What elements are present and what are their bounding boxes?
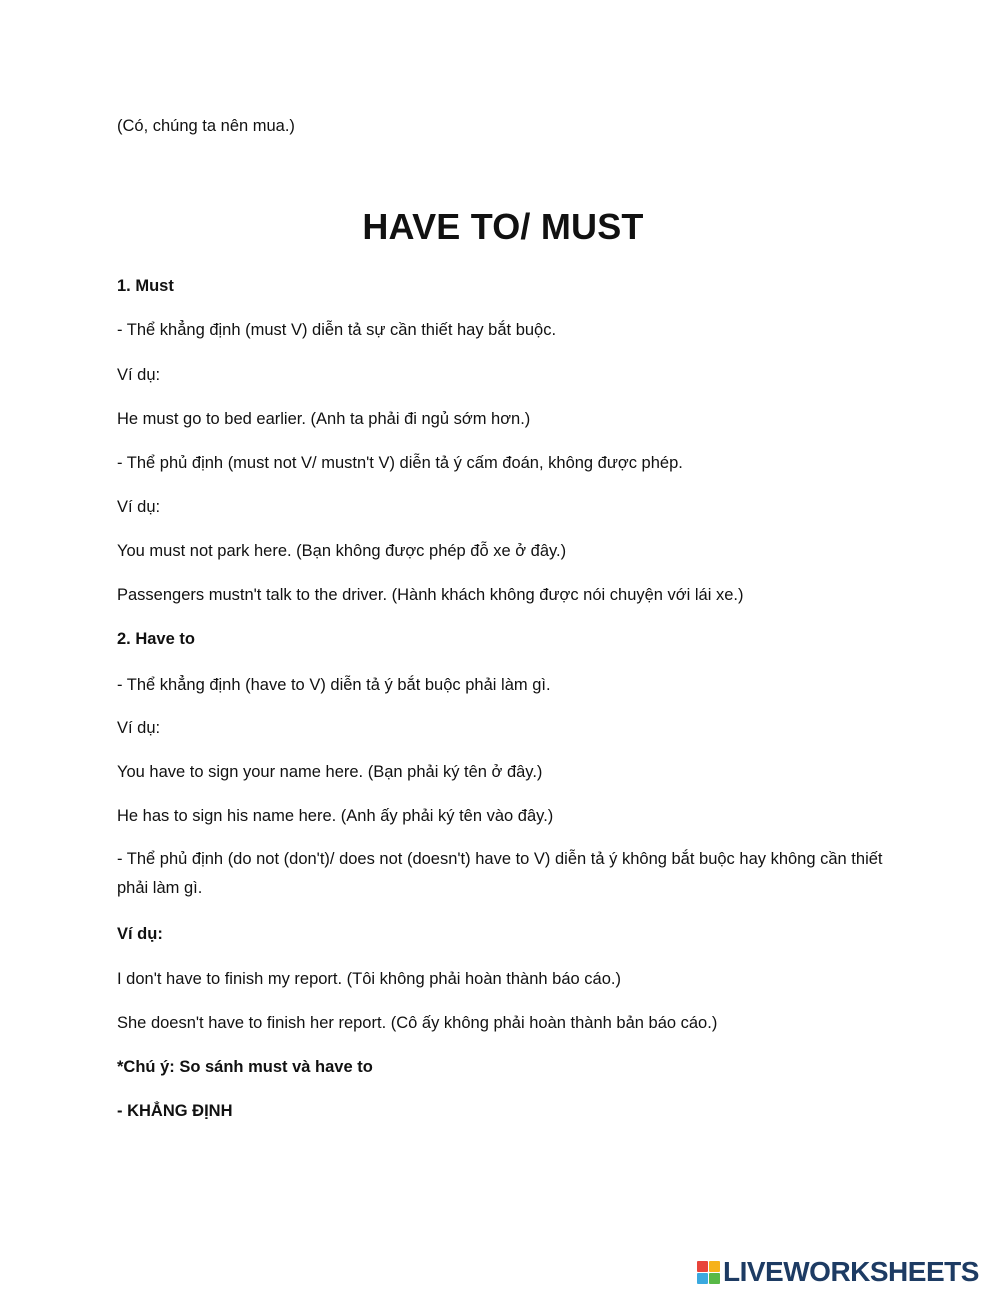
have-to-negative-rule: - Thể phủ định (do not (don't)/ does not (doesn't) have to V) diễn tả ý không bắt buộc hay không cần thiết phải làm gì. xyxy=(117,850,883,897)
example-label: Ví dụ: xyxy=(117,366,161,384)
example-label: Ví dụ: xyxy=(117,925,163,943)
example-label: Ví dụ: xyxy=(117,498,161,516)
must-affirmative-rule: - Thể khẳng định (must V) diễn tả sự cần thiết hay bắt buộc. xyxy=(117,321,557,339)
logo-text: LIVEWORKSHEETS xyxy=(723,1256,979,1287)
note-heading: *Chú ý: So sánh must và have to xyxy=(117,1058,373,1076)
logo-block-v xyxy=(697,1273,708,1284)
logo-blocks-icon xyxy=(697,1261,720,1284)
page-title: HAVE TO/ MUST xyxy=(362,206,644,247)
logo-block-i xyxy=(709,1261,720,1272)
have-to-example-1: You have to sign your name here. (Bạn phải ký tên ở đây.) xyxy=(117,763,543,781)
have-to-example-4: She doesn't have to finish her report. (Cô ấy không phải hoàn thành bản báo cáo.) xyxy=(117,1014,718,1032)
must-example-2: You must not park here. (Bạn không được phép đỗ xe ở đây.) xyxy=(117,542,567,560)
affirmative-heading: - KHẲNG ĐỊNH xyxy=(117,1102,233,1120)
example-label: Ví dụ: xyxy=(117,719,161,737)
logo-block-e xyxy=(709,1273,720,1284)
logo-block-l xyxy=(697,1261,708,1272)
intro-line: (Có, chúng ta nên mua.) xyxy=(117,117,295,135)
have-to-affirmative-rule: - Thể khẳng định (have to V) diễn tả ý bắt buộc phải làm gì. xyxy=(117,676,551,694)
have-to-example-3: I don't have to finish my report. (Tôi không phải hoàn thành báo cáo.) xyxy=(117,970,621,988)
section-heading-must: 1. Must xyxy=(117,277,174,295)
section-heading-have-to: 2. Have to xyxy=(117,630,195,648)
must-example-3: Passengers mustn't talk to the driver. (Hành khách không được nói chuyện với lái xe.) xyxy=(117,586,744,604)
must-negative-rule: - Thể phủ định (must not V/ mustn't V) diễn tả ý cấm đoán, không được phép. xyxy=(117,454,683,472)
have-to-example-2: He has to sign his name here. (Anh ấy phải ký tên vào đây.) xyxy=(117,807,554,825)
must-example-1: He must go to bed earlier. (Anh ta phải đi ngủ sớm hơn.) xyxy=(117,410,531,428)
liveworksheets-logo[interactable] xyxy=(697,1257,979,1287)
